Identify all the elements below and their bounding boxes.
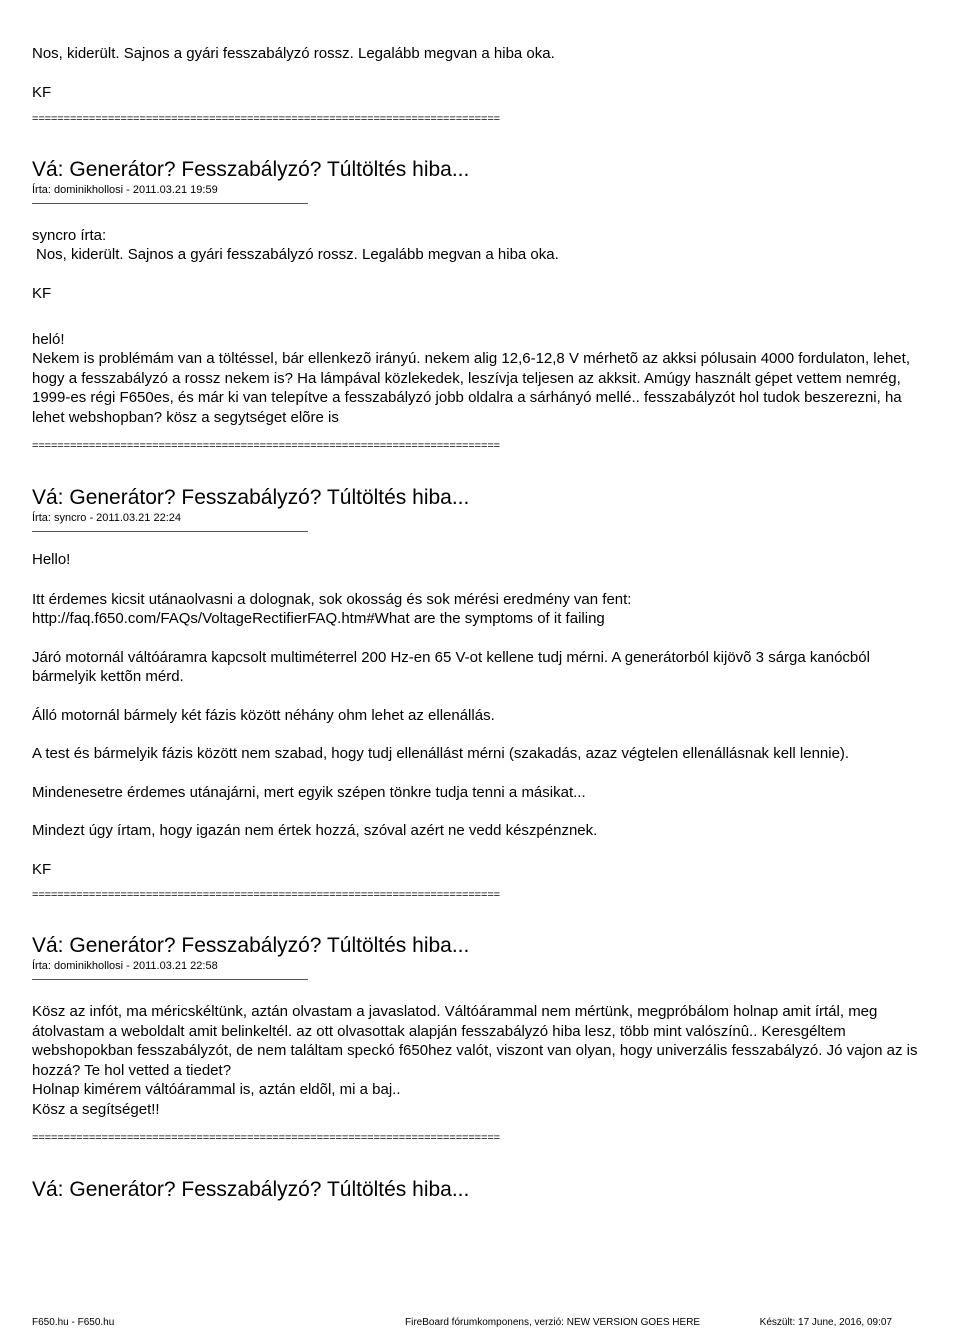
footer-site: F650.hu - F650.hu	[32, 1317, 115, 1328]
post-paragraph: Mindezt úgy írtam, hogy igazán nem értek hozzá, szóval azért ne vedd készpénznek.	[32, 822, 598, 839]
separator: ==========================================================================	[32, 889, 500, 901]
page-footer	[32, 1316, 892, 1330]
quote-signature: KF	[32, 285, 52, 302]
post-title: Vá: Generátor? Fesszabályzó? Túltöltés hiba...	[32, 486, 470, 509]
post-paragraph: Járó motornál váltóáramra kapcsolt multiméterrel 200 Hz-en 65 V-ot kellene tudj mérni. A generátorból kijövõ 3 sárga kanócból bármelyik kettõn mérd.	[32, 648, 875, 685]
separator: ==========================================================================	[32, 1132, 500, 1144]
post-meta: Írta: dominikhollosi - 2011.03.21 22:58	[32, 960, 218, 972]
post-title: Vá: Generátor? Fesszabályzó? Túltöltés hiba...	[32, 157, 470, 181]
separator: ==========================================================================	[32, 112, 500, 125]
post-paragraph: Álló motornál bármely két fázis között néhány ohm lehet az ellenállás.	[32, 706, 495, 724]
post-paragraph: A test és bármelyik fázis között nem szabad, hogy tudj ellenállást mérni (szakadás, azaz végtelen ellenállásnak kell lennie).	[32, 745, 850, 762]
quote-author: syncro írta:	[32, 226, 107, 244]
footer-component: FireBoard fórumkomponens, verzió: NEW VERSION GOES HERE	[405, 1317, 701, 1328]
post-title: Vá: Generátor? Fesszabályzó? Túltöltés hiba...	[32, 1178, 470, 1201]
post-body: Kösz az infót, ma méricskéltünk, aztán olvastam a javaslatod. Váltóárammal nem mértünk, megpróbálom holnap amit írtál, meg átolvastam a weboldalt amit belinkeltél. az ott olvasottak alapján fesszabályzó hiba lesz, több mint valószínû.. Keresgéltem webshopokban fesszabályzót, de nem találtam speckó f650hez valót, viszont van olyan, hogy univerzális fesszabályzó. Jó vajon az is hozzá? Te hol vetted a tiedet? Holnap kimérem váltóárammal is, aztán eldõl, mi a baj.. Kösz a segítséget!!	[32, 1003, 918, 1118]
forum-export-page	[32, 44, 932, 1203]
quote-text: Nos, kiderült. Sajnos a gyári fesszabályzó rossz. Legalább megvan a hiba oka.	[36, 246, 559, 263]
footer-generated: Készült: 17 June, 2016, 09:07	[759, 1317, 892, 1328]
separator: ==========================================================================	[32, 440, 500, 452]
post-greeting: Hello!	[32, 551, 71, 568]
quoted-previous-line: Nos, kiderült. Sajnos a gyári fesszabályzó rossz. Legalább megvan a hiba oka.	[32, 45, 555, 62]
post-paragraph: Mindenesetre érdemes utánajárni, mert egyik szépen tönkre tudja tenni a másikat...	[32, 783, 586, 801]
post-paragraph: Itt érdemes kicsit utánaolvasni a dolognak, sok okosság és sok mérési eredmény van fent: http://faq.f650.com/FAQs/VoltageRectifierFAQ.htm#What are the symptoms of it failing	[32, 590, 636, 627]
post-meta: Írta: dominikhollosi - 2011.03.21 19:59	[32, 183, 218, 196]
post-meta: Írta: syncro - 2011.03.21 22:24	[32, 512, 181, 524]
signature: KF	[32, 860, 52, 878]
signature: KF	[32, 84, 52, 101]
post-body: Nekem is problémám van a töltéssel, bár ellenkezõ irányú. nekem alig 12,6-12,8 V mérhetõ az akksi pólusain 4000 fordulaton, lehet, hogy a fesszabályzó a rossz nekem is? Ha lámpával közlekedek, leszívja teljesen az akksit. Amúgy használt gépet vettem nemrég, 1999-es régi F650es, és már ki van telepítve a fesszabályzó jobb oldalra a sárhányó mellé.. fesszabályzót hol tudok beszerezni, ha lehet webshopban? kösz a segytséget elõre is	[32, 350, 915, 426]
post-title: Vá: Generátor? Fesszabályzó? Túltöltés hiba...	[32, 934, 470, 957]
post-greeting: heló!	[32, 330, 65, 348]
